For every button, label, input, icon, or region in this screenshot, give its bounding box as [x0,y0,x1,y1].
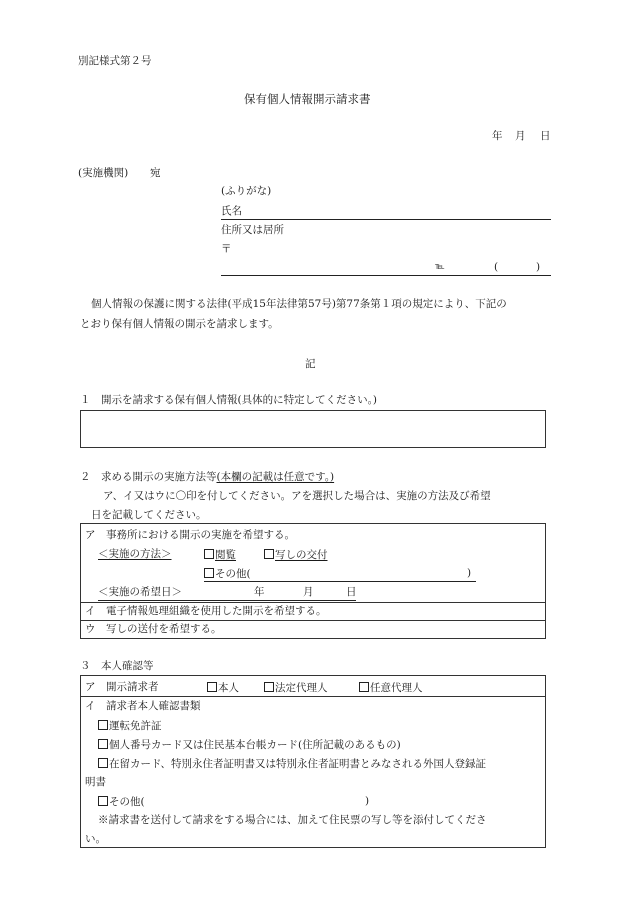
method-other-close: ) [467,567,472,579]
method-other-underline [204,581,476,582]
addressee-honorific: 宛 [150,167,161,179]
section-2-instruction-2: 日を記載してください。 [91,509,207,521]
method-view-label: 閲覧 [215,549,236,561]
doc-residence-option[interactable] [98,758,486,770]
doc-residence-checkbox[interactable] [98,758,108,768]
addressee-agency: (実施機関) [78,167,129,179]
requested-info-field[interactable] [80,410,546,448]
postal-mark: 〒 [221,243,232,255]
identity-verification-table [80,675,546,848]
table-row-divider [81,696,545,697]
method-copy-option[interactable] [264,549,328,561]
disclosure-method-table [80,523,546,639]
doc-other-label: その他( [109,796,145,808]
mailing-note-line-1: ※請求書を送付して請求をする場合には、加えて住民票の写し等を添付してくださ [98,814,487,826]
date-day-label: 日 [540,130,551,142]
requester-voluntary-checkbox[interactable] [359,682,369,692]
desired-date-underline [98,600,356,601]
mailing-note-line-2: い。 [85,833,106,845]
doc-license-checkbox[interactable] [98,720,108,730]
address-label: 住所又は居所 [221,224,284,236]
form-number: 別記様式第２号 [78,55,152,67]
method-view-checkbox[interactable] [204,549,214,559]
tel-icon: ℡ [435,262,445,272]
requester-self-checkbox[interactable] [207,682,217,692]
doc-mynumber-checkbox[interactable] [98,739,108,749]
tel-paren-open: ( [494,261,499,273]
section-2-instruction-1: ア、イ又はウに〇印を付してください。アを選択した場合は、実施の方法及び希望 [103,490,491,502]
desired-date-year: 年 [254,586,265,598]
address-underline [221,275,551,276]
method-label: ＜実施の方法＞ [98,548,172,560]
method-view-option[interactable] [204,549,236,561]
method-other-checkbox[interactable] [204,568,214,578]
doc-other-close: ) [365,795,370,807]
furigana-label: (ふりがな) [221,185,272,197]
doc-residence-label-cont: 明書 [85,776,106,788]
doc-license-option[interactable] [98,720,162,732]
option-a-label[interactable]: ア 事務所における開示の実施を希望する。 [85,529,295,541]
option-i-label[interactable]: イ 電子情報処理組織を使用した開示を希望する。 [85,605,327,617]
ki-heading: 記 [305,358,316,370]
date-year-label: 年 [492,130,503,142]
doc-residence-label: 在留カード、特別永住者証明書又は特別永住者証明書とみなされる外国人登録証 [109,758,487,770]
desired-date-day: 日 [346,586,357,598]
requester-voluntary-label: 任意代理人 [370,682,423,694]
method-other-option[interactable] [204,568,251,580]
doc-mynumber-label: 個人番号カード又は住民基本台帳カード(住所記載のあるもの) [109,739,401,751]
section-2-heading-main: ２ 求める開示の実施方法等 [80,471,217,483]
table-row-divider [81,620,545,621]
doc-mynumber-option[interactable] [98,739,401,751]
section-3-heading: ３ 本人確認等 [80,660,154,672]
tel-paren-close: ) [536,261,541,273]
requester-self-option[interactable] [207,682,239,694]
method-copy-checkbox[interactable] [264,549,274,559]
requester-self-label: 本人 [218,682,239,694]
document-title: 保有個人情報開示請求書 [244,92,371,106]
name-label: 氏名 [221,205,242,217]
doc-license-label: 運転免許証 [109,720,162,732]
table-row-divider [81,602,545,603]
desired-date-label: ＜実施の希望日＞ [98,586,182,598]
doc-other-option[interactable] [98,796,145,808]
date-month-label: 月 [515,130,526,142]
requester-type-label: ア 開示請求者 [85,681,159,693]
requester-legal-checkbox[interactable] [264,682,274,692]
section-2-heading-note: (本欄の記載は任意です。) [216,471,335,483]
requester-legal-label: 法定代理人 [275,682,328,694]
option-u-label[interactable]: ウ 写しの送付を希望する。 [85,623,222,635]
requester-voluntary-option[interactable] [359,682,423,694]
requester-legal-option[interactable] [264,682,328,694]
intro-line-1: 個人情報の保護に関する法律(平成15年法律第57号)第77条第１項の規定により、下記の [91,298,507,310]
section-1-heading: １ 開示を請求する保有個人情報(具体的に特定してください。) [80,394,377,406]
name-underline [221,219,551,220]
section-2-heading [80,472,334,483]
doc-other-checkbox[interactable] [98,796,108,806]
id-docs-label: イ 請求者本人確認書類 [85,700,201,712]
desired-date-month: 月 [303,586,314,598]
intro-line-2: とおり保有個人情報の開示を請求します。 [80,318,279,330]
method-copy-label: 写しの交付 [275,549,328,561]
method-other-label: その他( [215,568,251,580]
